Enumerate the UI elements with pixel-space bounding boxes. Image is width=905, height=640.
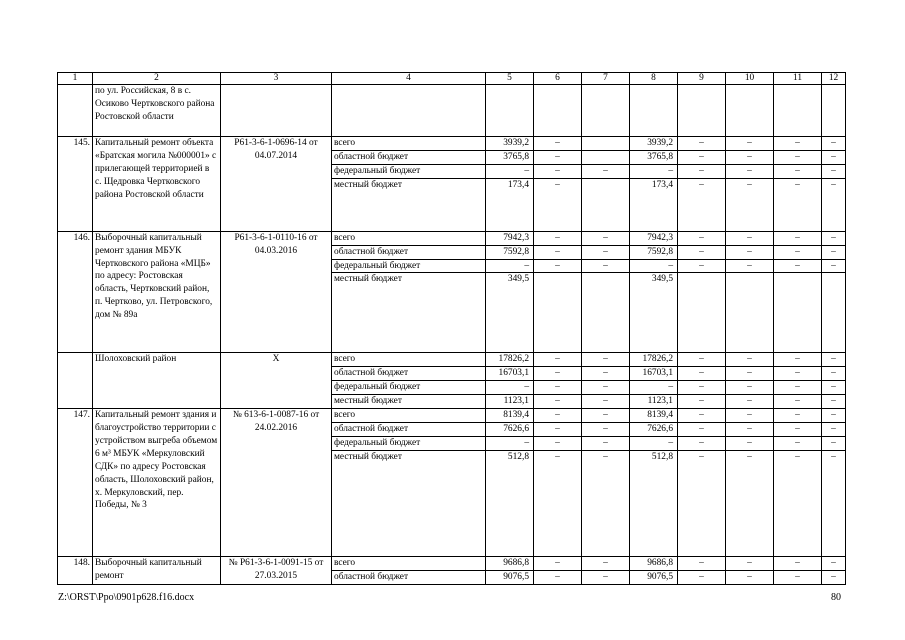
value-cell: –	[534, 367, 582, 381]
value-cell: –	[774, 409, 822, 423]
value-cell: –	[726, 164, 774, 178]
value-cell: –	[726, 259, 774, 273]
value-cell	[582, 85, 630, 137]
value-cell: –	[678, 178, 726, 231]
value-cell: –	[822, 164, 846, 178]
value-cell: –	[774, 164, 822, 178]
value-cell	[534, 85, 582, 137]
object-name: Выборочный капитальный ремонт здания МБУК Чертковского района «МЦБ» по адресу: Ростовская область, Чертковский район, п. Чертково, ул. Петровского, дом № 89а	[93, 231, 221, 353]
value-cell: –	[582, 381, 630, 395]
object-name: по ул. Российская, 8 в с. Осиково Чертковского района Ростовской области	[93, 85, 221, 137]
value-cell: –	[774, 556, 822, 570]
value-cell	[486, 85, 534, 137]
value-cell: –	[582, 259, 630, 273]
document-ref: Х	[221, 353, 332, 409]
file-path: Z:\ORST\Ppo\0901p628.f16.docx	[58, 592, 195, 603]
object-name: Капитальный ремонт объекта «Братская могила №000001» с прилегающей территорией в с. Щедровка Чертковского района Ростовской области	[93, 137, 221, 232]
value-cell: –	[774, 450, 822, 556]
value-cell: –	[534, 178, 582, 231]
funding-source: федеральный бюджет	[332, 381, 486, 395]
value-cell: –	[822, 570, 846, 584]
value-cell: 349,5	[630, 273, 678, 353]
funding-source: всего	[332, 353, 486, 367]
value-cell: 7592,8	[486, 245, 534, 259]
value-cell: –	[630, 381, 678, 395]
value-cell: –	[774, 353, 822, 367]
funding-source: всего	[332, 556, 486, 570]
value-cell: 17826,2	[486, 353, 534, 367]
table-row	[58, 231, 846, 245]
value-cell: –	[630, 164, 678, 178]
funding-source: местный бюджет	[332, 178, 486, 231]
value-cell: –	[726, 570, 774, 584]
value-cell: –	[678, 395, 726, 409]
value-cell: –	[726, 450, 774, 556]
value-cell: 3939,2	[486, 137, 534, 151]
value-cell: –	[582, 436, 630, 450]
object-name: Шолоховский район	[93, 353, 221, 409]
value-cell: 3765,8	[630, 150, 678, 164]
object-name: Капитальный ремонт здания и благоустройство территории с устройством выгреба объемом 6 м³ МБУК «Меркуловский СДК» по адресу Ростовская область, Шолоховский район, х. Меркуловский, пер. Победы, № 3	[93, 409, 221, 557]
table-row	[58, 353, 846, 367]
value-cell: –	[822, 178, 846, 231]
value-cell: 9686,8	[486, 556, 534, 570]
value-cell: –	[534, 381, 582, 395]
value-cell: –	[726, 150, 774, 164]
value-cell	[822, 273, 846, 353]
value-cell: 17826,2	[630, 353, 678, 367]
value-cell	[582, 178, 630, 231]
value-cell: –	[534, 137, 582, 151]
value-cell: –	[486, 259, 534, 273]
value-cell: –	[630, 259, 678, 273]
budget-table	[57, 72, 846, 585]
value-cell: –	[678, 381, 726, 395]
value-cell: –	[726, 422, 774, 436]
value-cell: –	[534, 231, 582, 245]
value-cell: –	[774, 231, 822, 245]
value-cell: –	[774, 436, 822, 450]
document-ref: Р61-3-6-1-0110-16 от 04.03.2016	[221, 231, 332, 353]
value-cell	[726, 273, 774, 353]
funding-source: областной бюджет	[332, 245, 486, 259]
value-cell	[582, 137, 630, 151]
table-row	[58, 137, 846, 151]
value-cell: –	[582, 231, 630, 245]
value-cell: –	[534, 409, 582, 423]
value-cell: –	[582, 409, 630, 423]
value-cell: –	[774, 367, 822, 381]
value-cell: –	[678, 436, 726, 450]
row-number: 148.	[58, 556, 93, 584]
value-cell: –	[822, 422, 846, 436]
document-ref	[221, 85, 332, 137]
value-cell: 7626,6	[486, 422, 534, 436]
value-cell: 512,8	[486, 450, 534, 556]
value-cell: –	[774, 150, 822, 164]
column-header: 9	[678, 73, 726, 85]
value-cell: –	[726, 137, 774, 151]
value-cell: –	[726, 395, 774, 409]
value-cell: –	[534, 556, 582, 570]
value-cell: –	[486, 436, 534, 450]
value-cell: –	[534, 395, 582, 409]
value-cell: –	[582, 570, 630, 584]
value-cell: –	[534, 450, 582, 556]
value-cell: –	[774, 245, 822, 259]
column-header: 10	[726, 73, 774, 85]
value-cell: –	[822, 231, 846, 245]
value-cell: –	[726, 231, 774, 245]
value-cell: –	[678, 409, 726, 423]
column-header: 3	[221, 73, 332, 85]
value-cell: –	[774, 570, 822, 584]
value-cell: –	[678, 353, 726, 367]
table-row	[58, 409, 846, 423]
value-cell: –	[582, 353, 630, 367]
funding-source: областной бюджет	[332, 367, 486, 381]
funding-source	[332, 85, 486, 137]
value-cell: –	[774, 381, 822, 395]
value-cell	[630, 85, 678, 137]
column-header: 7	[582, 73, 630, 85]
value-cell: 7626,6	[630, 422, 678, 436]
value-cell: –	[822, 381, 846, 395]
funding-source: областной бюджет	[332, 570, 486, 584]
value-cell: 9076,5	[486, 570, 534, 584]
value-cell: 3939,2	[630, 137, 678, 151]
column-header: 8	[630, 73, 678, 85]
column-header: 4	[332, 73, 486, 85]
value-cell: 1123,1	[486, 395, 534, 409]
row-number	[58, 353, 93, 409]
value-cell: 9076,5	[630, 570, 678, 584]
value-cell: –	[822, 353, 846, 367]
value-cell: –	[534, 422, 582, 436]
value-cell	[774, 273, 822, 353]
value-cell: –	[678, 570, 726, 584]
value-cell: –	[726, 381, 774, 395]
value-cell	[582, 273, 630, 353]
funding-source: всего	[332, 409, 486, 423]
value-cell: –	[822, 150, 846, 164]
value-cell: –	[678, 164, 726, 178]
value-cell: –	[678, 556, 726, 570]
funding-source: федеральный бюджет	[332, 259, 486, 273]
value-cell: –	[726, 556, 774, 570]
column-header: 12	[822, 73, 846, 85]
value-cell: –	[534, 150, 582, 164]
value-cell: –	[534, 570, 582, 584]
value-cell: –	[726, 436, 774, 450]
value-cell: –	[726, 367, 774, 381]
value-cell: 7942,3	[486, 231, 534, 245]
value-cell: –	[678, 231, 726, 245]
document-ref: Р61-3-6-1-0696-14 от 04.07.2014	[221, 137, 332, 232]
value-cell: –	[822, 556, 846, 570]
value-cell: 3765,8	[486, 150, 534, 164]
value-cell	[822, 85, 846, 137]
value-cell: –	[582, 164, 630, 178]
value-cell: –	[678, 150, 726, 164]
value-cell: –	[822, 409, 846, 423]
value-cell: 16703,1	[486, 367, 534, 381]
row-number: 146.	[58, 231, 93, 353]
funding-source: всего	[332, 231, 486, 245]
funding-source: федеральный бюджет	[332, 164, 486, 178]
value-cell: –	[774, 395, 822, 409]
table-row	[58, 85, 846, 137]
row-number	[58, 85, 93, 137]
value-cell: –	[678, 367, 726, 381]
value-cell: 16703,1	[630, 367, 678, 381]
value-cell: 8139,4	[486, 409, 534, 423]
value-cell: –	[726, 245, 774, 259]
value-cell: –	[726, 409, 774, 423]
value-cell: 7942,3	[630, 231, 678, 245]
value-cell	[774, 85, 822, 137]
value-cell: –	[726, 353, 774, 367]
value-cell: 8139,4	[630, 409, 678, 423]
value-cell: –	[822, 395, 846, 409]
document-ref: № 613-6-1-0087-16 от 24.02.2016	[221, 409, 332, 557]
value-cell: –	[678, 450, 726, 556]
column-header: 6	[534, 73, 582, 85]
value-cell: –	[534, 259, 582, 273]
value-cell: –	[630, 436, 678, 450]
value-cell: –	[582, 450, 630, 556]
table-header-row	[58, 73, 846, 85]
value-cell: –	[774, 178, 822, 231]
row-number: 147.	[58, 409, 93, 557]
value-cell: 7592,8	[630, 245, 678, 259]
object-name: Выборочный капитальный ремонт	[93, 556, 221, 584]
value-cell	[582, 150, 630, 164]
table-row	[58, 556, 846, 570]
value-cell: –	[534, 436, 582, 450]
value-cell: –	[486, 164, 534, 178]
value-cell	[726, 85, 774, 137]
page-number: 80	[831, 592, 841, 603]
value-cell: –	[774, 422, 822, 436]
value-cell	[678, 273, 726, 353]
column-header: 11	[774, 73, 822, 85]
value-cell	[678, 85, 726, 137]
value-cell: 512,8	[630, 450, 678, 556]
value-cell: –	[822, 450, 846, 556]
value-cell: –	[678, 422, 726, 436]
value-cell: –	[534, 353, 582, 367]
funding-source: федеральный бюджет	[332, 436, 486, 450]
column-header: 5	[486, 73, 534, 85]
funding-source: местный бюджет	[332, 450, 486, 556]
funding-source: областной бюджет	[332, 150, 486, 164]
row-number: 145.	[58, 137, 93, 232]
value-cell: –	[582, 422, 630, 436]
value-cell	[534, 273, 582, 353]
value-cell: –	[582, 556, 630, 570]
value-cell: –	[582, 245, 630, 259]
value-cell: –	[486, 381, 534, 395]
column-header: 2	[93, 73, 221, 85]
value-cell: 9686,8	[630, 556, 678, 570]
value-cell: –	[822, 259, 846, 273]
value-cell: 173,4	[630, 178, 678, 231]
value-cell: –	[534, 245, 582, 259]
value-cell: –	[534, 164, 582, 178]
value-cell: –	[774, 137, 822, 151]
value-cell: –	[822, 436, 846, 450]
column-header: 1	[58, 73, 93, 85]
value-cell: –	[582, 367, 630, 381]
document-ref: № Р61-3-6-1-0091-15 от 27.03.2015	[221, 556, 332, 584]
value-cell: –	[774, 259, 822, 273]
value-cell: –	[822, 137, 846, 151]
value-cell: 1123,1	[630, 395, 678, 409]
value-cell: –	[822, 367, 846, 381]
value-cell: 173,4	[486, 178, 534, 231]
funding-source: всего	[332, 137, 486, 151]
value-cell: –	[726, 178, 774, 231]
value-cell: –	[822, 245, 846, 259]
value-cell: –	[678, 137, 726, 151]
value-cell: –	[678, 245, 726, 259]
funding-source: местный бюджет	[332, 273, 486, 353]
value-cell: 349,5	[486, 273, 534, 353]
value-cell: –	[678, 259, 726, 273]
funding-source: областной бюджет	[332, 422, 486, 436]
funding-source: местный бюджет	[332, 395, 486, 409]
value-cell: –	[582, 395, 630, 409]
